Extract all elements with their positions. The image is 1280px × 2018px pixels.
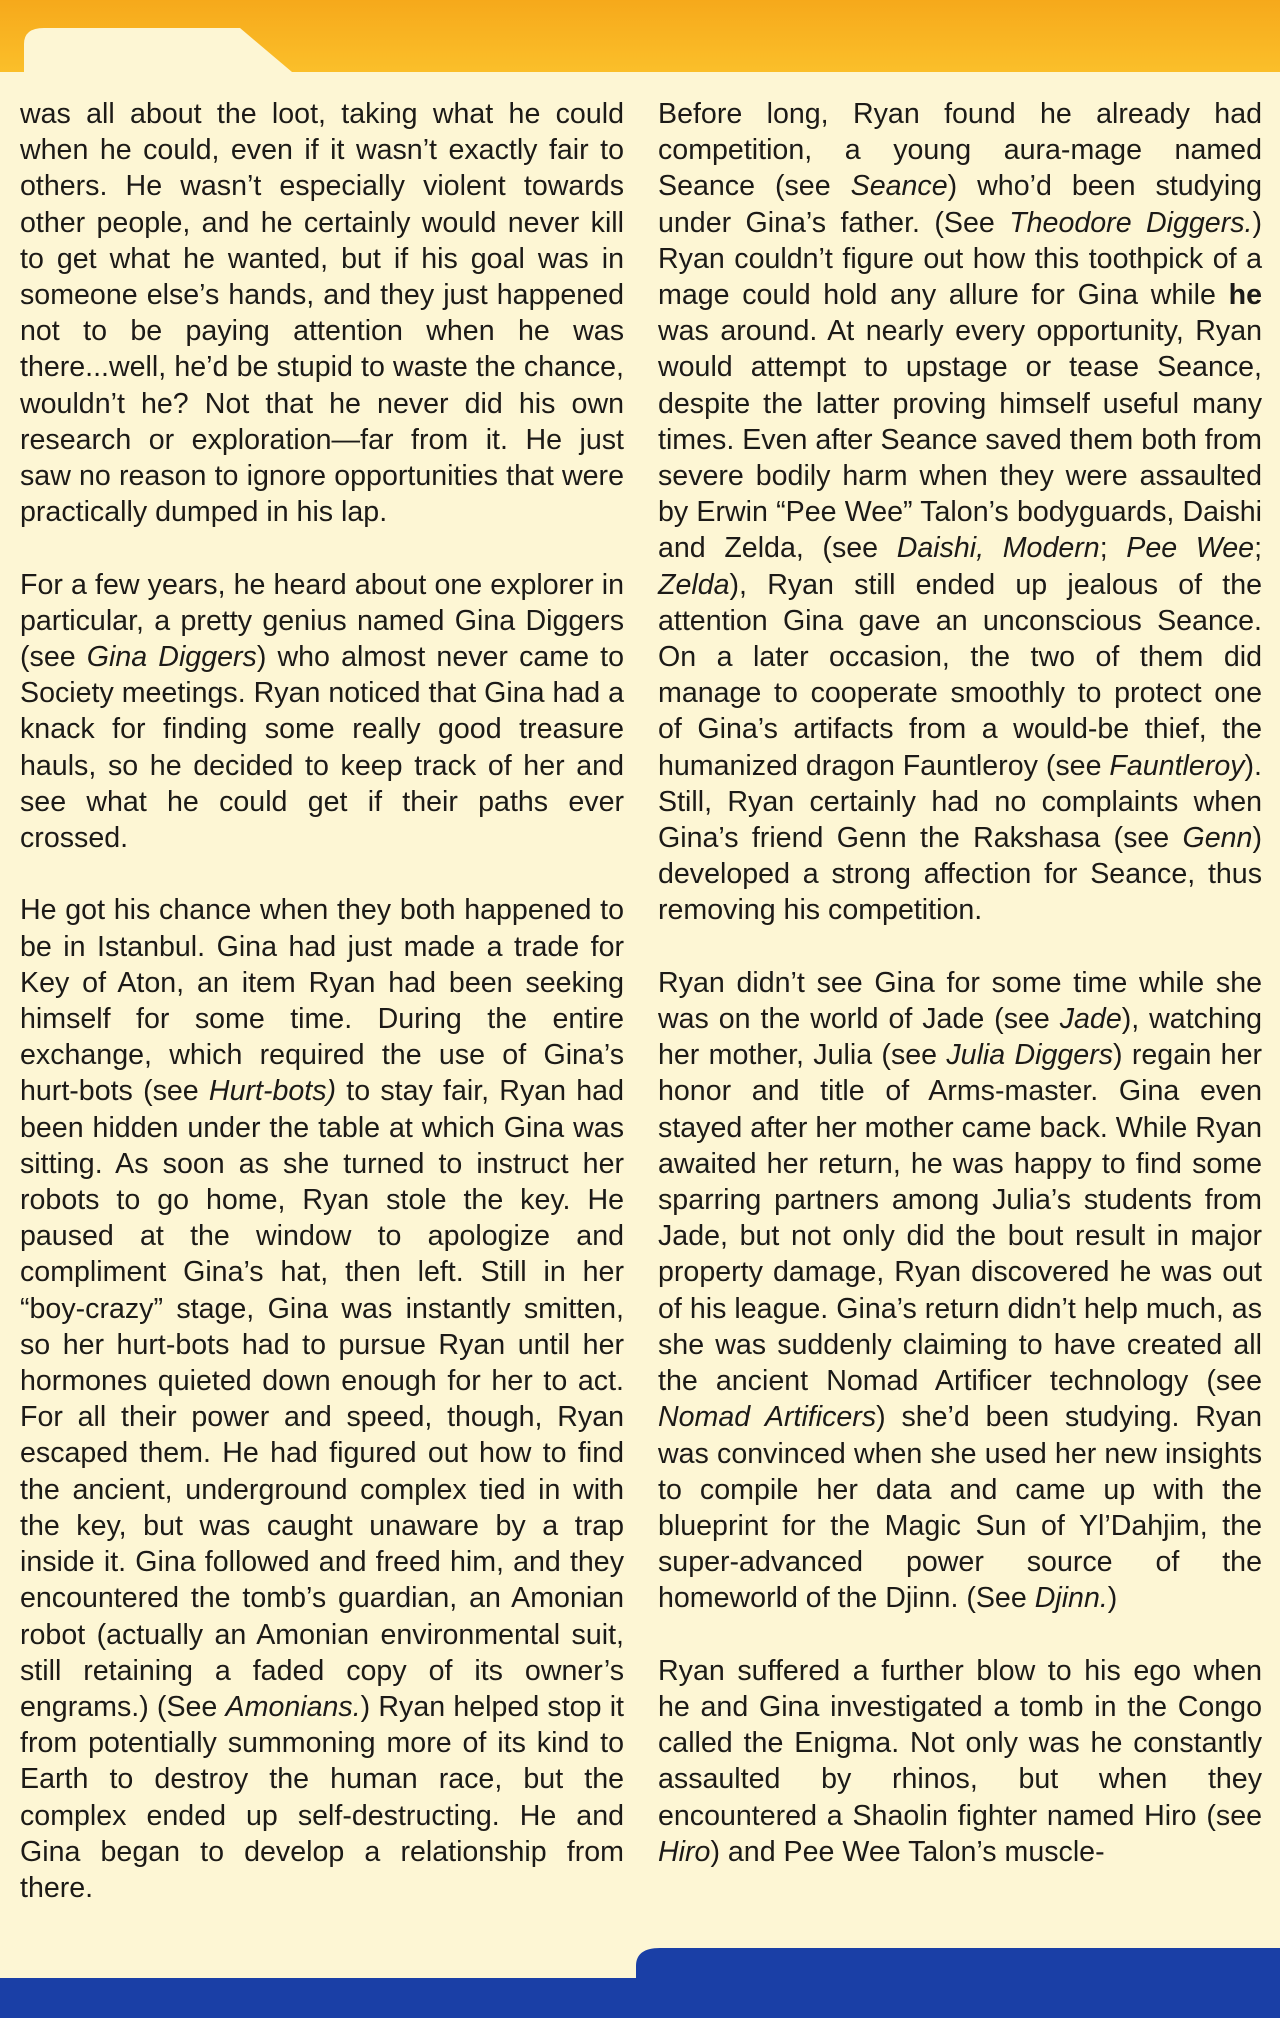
page-bottom-outline (0, 1908, 1280, 1978)
left-text-column (20, 96, 624, 1906)
paragraph (658, 96, 1262, 929)
paragraph-text: ) and Pee Wee Talon’s muscle- (710, 1835, 1105, 1868)
cross-reference: Amonians. (225, 1690, 361, 1723)
paragraph-text: Ryan didn’t see Gina for some time while she was on the world of Jade (see (658, 966, 1262, 1036)
cross-reference: Theodore Diggers. (1009, 206, 1253, 239)
paragraph-text: ). Still, Ryan certainly had no complaints when Gina’s friend Genn the Rakshasa (see (658, 749, 1262, 855)
cross-reference: Julia Diggers (946, 1039, 1114, 1072)
paragraph-text: ) (1107, 1582, 1118, 1615)
paragraph (20, 892, 624, 1906)
paragraph-text: ) Ryan couldn’t figure out how this toothpick of a mage could hold any allure for Gina while (658, 206, 1263, 312)
paragraph-text: ) developed a strong affection for Seance, thus removing his competition. (658, 822, 1262, 927)
cross-reference: Pee Wee (1126, 532, 1255, 565)
paragraph-text: ; (1254, 532, 1263, 565)
cross-reference: Zelda (658, 568, 730, 601)
paragraph (20, 96, 624, 530)
paragraph-text: Before long, Ryan found he already had competition, a young aura-mage named Seance (see (658, 98, 1262, 203)
cross-reference: Hurt-bots) (208, 1075, 337, 1108)
page-bottom-edge (0, 1908, 1280, 2018)
paragraph-text: ) who’d been studying under Gina’s father. (See (658, 170, 1262, 239)
cross-reference: Nomad Artificers (658, 1401, 877, 1434)
cross-reference: Genn (1182, 822, 1253, 855)
paragraph (20, 567, 624, 857)
cross-reference: Seance (850, 170, 948, 203)
paragraph-text: For a few years, he heard about one explorer in particular, a pretty genius named Gina Diggers (see (20, 568, 624, 674)
paragraph-text: ), watching her mother, Julia (see (658, 1003, 1262, 1072)
cross-reference: Gina Diggers (86, 641, 257, 674)
cross-reference: Hiro (658, 1835, 711, 1868)
paragraph-text: ) she’d been studying. Ryan was convinced when she used her new insights to compile her data and came up with the blueprint for the Magic Sun of Yl’Dahjim, the super-advanced power source of the homeworld of the Djinn. (See (658, 1401, 1262, 1615)
paragraph-text: was all about the loot, taking what he could when he could, even if it wasn’t exactly fair to others. He wasn’t especially violent towards other people, and he certainly would never kill to get what he wanted, but if his goal was in someone else’s hands, and they just happened not to be paying attention when he was there...well, he’d be stupid to waste the chance, wouldn’t he? Not that he never did his own research or exploration—far from it. He just saw no reason to ignore opportunities that were practically dumped in his lap. (20, 98, 624, 529)
paragraph-text: ), Ryan still ended up jealous of the attention Gina gave an unconscious Seance. On a later occasion, the two of them did manage to cooperate smoothly to protect one of Gina’s artifacts from a would-be thief, the humanized dragon Fauntleroy (see (658, 568, 1262, 782)
paragraph-text: Ryan suffered a further blow to his ego when he and Gina investigated a tomb in the Congo called the Enigma. Not only was he constantly assaulted by rhinos, but when they encountered a Shaolin fighter named Hiro (see (658, 1654, 1262, 1832)
right-text-column (658, 96, 1262, 1870)
paragraph-text: He got his chance when they both happened to be in Istanbul. Gina had just made a trade for Key of Aton, an item Ryan had been seeking himself for some time. During the entire exchange, which required the use of Gina’s hurt-bots (see (20, 894, 624, 1108)
cross-reference: Fauntleroy (1109, 749, 1245, 782)
paragraph-text: ) regain her honor and title of Arms-master. Gina even stayed after her mother came back. While Ryan awaited her return, he was happy to find some sparring partners among Julia’s students from Jade, but not only did the bout result in major property damage, Ryan discovered he was out of his league. Gina’s return didn’t help much, as she was suddenly claiming to have created all the ancient Nomad Artificer technology (see (658, 1039, 1262, 1398)
paragraph (658, 1653, 1262, 1870)
paragraph-text: ) who almost never came to Society meetings. Ryan noticed that Gina had a knack for finding some really good treasure hauls, so he decided to keep track of her and see what he could get if their paths ever crossed. (20, 641, 625, 855)
page-tab-shape (0, 0, 1280, 110)
emphasis: he (1228, 279, 1262, 312)
cross-reference: Djinn. (1034, 1582, 1108, 1615)
paragraph-text: to stay fair, Ryan had been hidden under the table at which Gina was sitting. As soon as she turned to instruct her robots to go home, Ryan stole the key. He paused at the window to apologize and compliment Gina’s hat, then left. Still in her “boy-crazy” stage, Gina was instantly smitten, so her hurt-bots had to pursue Ryan until her hormones quieted down enough for her to act. For all their power and speed, though, Ryan escaped them. He had figured out how to find the ancient, underground complex tied in with the key, but was caught unaware by a trap inside it. Gina followed and freed him, and they encountered the tomb’s guardian, an Amonian robot (actually an Amonian environmental suit, still retaining a faded copy of its owner’s engrams.) (See (20, 1075, 624, 1723)
paragraph-text: ) Ryan helped stop it from potentially summoning more of its kind to Earth to destroy the human race, but the complex ended up self-destructing. He and Gina began to develop a relationship from there. (20, 1690, 624, 1904)
paragraph-text: ; (1099, 532, 1127, 565)
cross-reference: Daishi, Modern (896, 532, 1100, 565)
paragraph (658, 965, 1262, 1617)
paragraph-text: was around. At nearly every opportunity, Ryan would attempt to upstage or tease Seance, despite the latter proving himself useful many times. Even after Seance saved them both from severe bodily harm when they were assaulted by Erwin “Pee Wee” Talon’s bodyguards, Daishi and Zelda, (see (658, 315, 1262, 565)
cross-reference: Jade (1059, 1003, 1122, 1036)
